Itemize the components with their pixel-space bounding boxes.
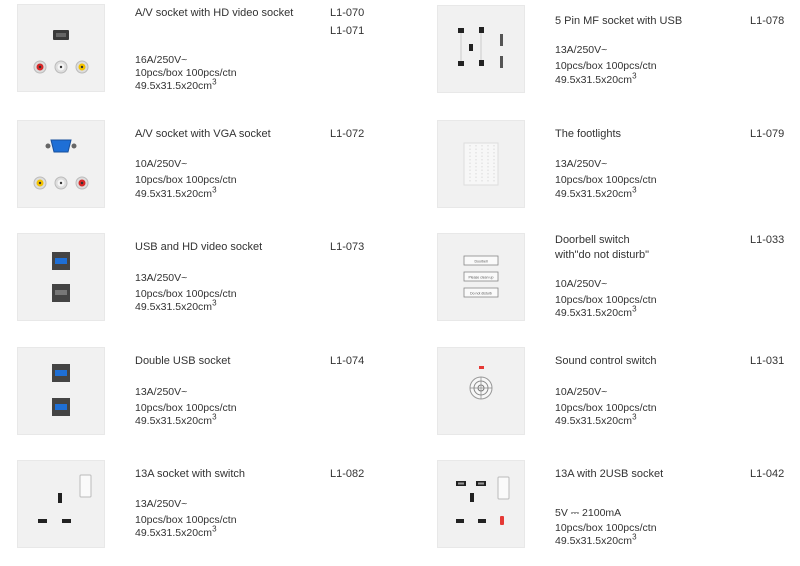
product-carton-size: $49.5x31.5x20cm^3$ (555, 71, 637, 86)
uk-switched-socket-icon (18, 461, 104, 547)
product-packaging: 10pcs/box 100pcs/ctn (555, 402, 657, 414)
double-usb-socket-icon (18, 348, 104, 434)
do-not-disturb-label: Do not disturb (470, 291, 492, 296)
product-output: 5V ⎓ 2100mA (555, 507, 622, 519)
sound-control-switch-icon (438, 348, 524, 434)
product-image (437, 460, 525, 548)
product-rating: 10A/250V~ (555, 386, 608, 398)
product-image (437, 233, 525, 321)
product-carton-size: $49.5x31.5x20cm^3$ (555, 304, 637, 319)
product-rating: 13A/250V~ (135, 386, 188, 398)
product-code-secondary: L1-071 (330, 25, 365, 37)
product-rating: 13A/250V~ (135, 498, 188, 510)
av-hd-socket-icon (18, 5, 104, 91)
multifunction-usb-socket-icon (438, 6, 524, 92)
product-image (437, 120, 525, 208)
product-packaging: 10pcs/box 100pcs/ctn (555, 174, 657, 186)
product-code: L1-072 (330, 128, 365, 140)
product-title: 13A with 2USB socket (555, 468, 664, 480)
product-packaging: 10pcs/box 100pcs/ctn (135, 402, 237, 414)
product-title: A/V socket with HD video socket (135, 7, 294, 19)
product-carton-size: $49.5x31.5x20cm^3$ (135, 412, 217, 427)
product-image (17, 347, 105, 435)
footlight-icon (438, 121, 524, 207)
product-code: L1-070 (330, 7, 365, 19)
av-vga-socket-icon (18, 121, 104, 207)
product-rating: 13A/250V~ (555, 158, 608, 170)
product-packaging: 10pcs/box 100pcs/ctn (555, 60, 657, 72)
product-code: L1-079 (750, 128, 785, 140)
product-title: USB and HD video socket (135, 241, 263, 253)
product-packaging: 10pcs/box 100pcs/ctn (135, 67, 237, 79)
product-rating: 13A/250V~ (135, 272, 188, 284)
product-packaging: 10pcs/box 100pcs/ctn (555, 294, 657, 306)
product-carton-size: $49.5x31.5x20cm^3$ (555, 532, 637, 547)
doorbell-switch-icon (438, 234, 524, 320)
product-carton-size: $49.5x31.5x20cm^3$ (555, 412, 637, 427)
product-image (437, 5, 525, 93)
product-packaging: 10pcs/box 100pcs/ctn (555, 522, 657, 534)
uk-usb-socket-icon (438, 461, 524, 547)
product-code: L1-074 (330, 355, 365, 367)
product-title: Sound control switch (555, 355, 657, 367)
product-rating: 10A/250V~ (555, 278, 608, 290)
product-packaging: 10pcs/box 100pcs/ctn (135, 288, 237, 300)
product-image (17, 4, 105, 92)
product-code: L1-082 (330, 468, 365, 480)
product-image (17, 233, 105, 321)
product-rating: 13A/250V~ (555, 44, 608, 56)
product-packaging: 10pcs/box 100pcs/ctn (135, 514, 237, 526)
product-title: A/V socket with VGA socket (135, 128, 271, 140)
product-code: L1-042 (750, 468, 785, 480)
product-rating: 10A/250V~ (135, 158, 188, 170)
product-image (17, 460, 105, 548)
product-carton-size: $49.5x31.5x20cm^3$ (135, 185, 217, 200)
product-code: L1-033 (750, 234, 785, 246)
product-title: The footlights (555, 128, 622, 140)
product-code: L1-078 (750, 15, 785, 27)
product-title: 13A socket with switch (135, 468, 246, 480)
product-image (17, 120, 105, 208)
product-carton-size: $49.5x31.5x20cm^3$ (135, 77, 217, 92)
usb-hd-socket-icon (18, 234, 104, 320)
product-code: L1-073 (330, 241, 365, 253)
product-title: 5 Pin MF socket with USB (555, 15, 683, 27)
product-rating: 16A/250V~ (135, 54, 188, 66)
product-packaging: 10pcs/box 100pcs/ctn (135, 174, 237, 186)
product-title: Doorbell switch (555, 234, 630, 246)
product-image (437, 347, 525, 435)
product-carton-size: $49.5x31.5x20cm^3$ (555, 185, 637, 200)
product-carton-size: $49.5x31.5x20cm^3$ (135, 298, 217, 313)
product-carton-size: $49.5x31.5x20cm^3$ (135, 524, 217, 539)
doorbell-label: Doorbell (474, 259, 488, 264)
clean-up-label: Please clean up (468, 275, 494, 280)
product-code: L1-031 (750, 355, 785, 367)
product-title-line2: with"do not disturb" (555, 249, 650, 261)
product-title: Double USB socket (135, 355, 231, 367)
